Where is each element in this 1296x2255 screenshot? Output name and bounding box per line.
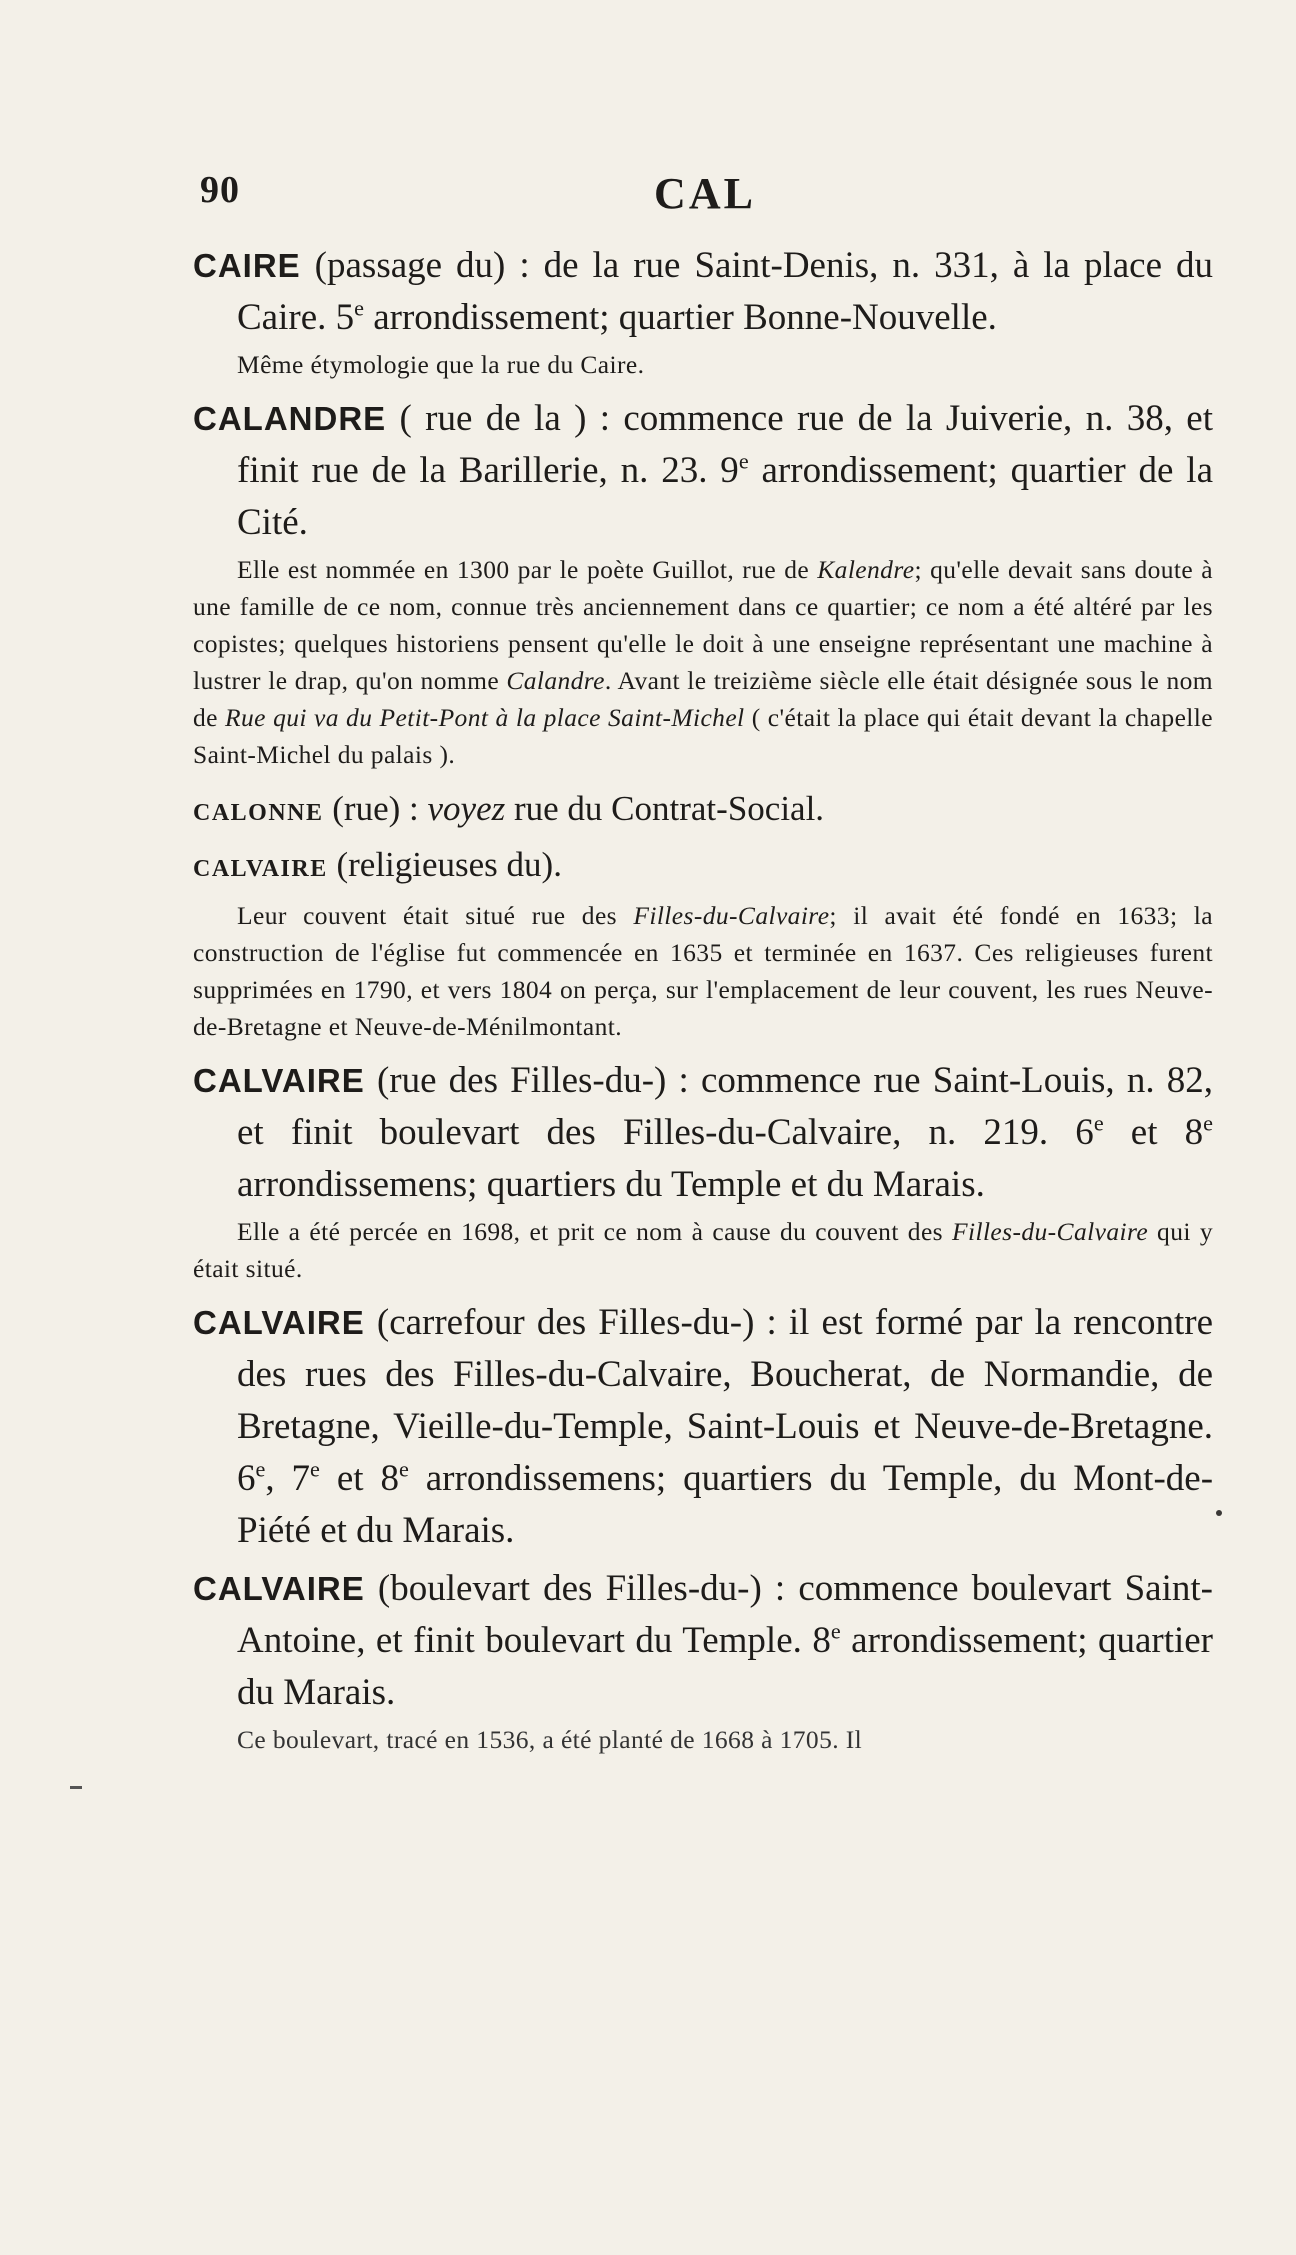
- entry-text: et 8: [1103, 1112, 1204, 1153]
- entry-headword: CALVAIRE: [193, 856, 328, 882]
- entry-sup: e: [1093, 1110, 1104, 1136]
- entry-text: (boulevart des Filles-du-) : commence boulevart Saint-Antoine, et finit boulevart du Temple. 8: [237, 1568, 1213, 1661]
- note-italic: Rue qui va du Petit-Pont à la place Saint-Michel: [225, 703, 745, 732]
- entry-text: (passage du) : de la rue Saint-Denis, n. 331, à la place du Caire. 5: [237, 245, 1213, 338]
- entry-text: arrondissement; quartier Bonne-Nouvelle.: [363, 297, 997, 338]
- entry-headword: CALONNE: [193, 800, 324, 826]
- entry-sup: e: [830, 1618, 841, 1644]
- entry-text: (religieuses du).: [327, 845, 562, 884]
- entry-sup: e: [354, 295, 364, 321]
- entry-calvaire-religieuses: [193, 839, 1213, 895]
- note-italic: Kalendre: [817, 555, 915, 584]
- entry-calonne: [193, 783, 1213, 839]
- ink-mark: [70, 1786, 82, 1789]
- entry-text: (rue des Filles-du-) : commence rue Saint-Louis, n. 82, et finit boulevart des Filles-du-Calvaire, n. 219. 6: [237, 1060, 1213, 1153]
- entry-headword: CALVAIRE: [193, 1304, 365, 1341]
- entry-calvaire-boulevart: [193, 1563, 1213, 1719]
- entry-text: arrondissement; quartier de la Cité.: [237, 450, 1213, 543]
- note-text: Elle a été percée en 1698, et prit ce nom à cause du couvent des: [237, 1217, 952, 1246]
- entry-sup: e: [1203, 1110, 1214, 1136]
- entry-headword: CALVAIRE: [193, 1570, 365, 1607]
- entry-calandre: [193, 393, 1213, 549]
- note-text: qui y était situé.: [193, 1217, 1213, 1283]
- page-header: [200, 168, 1210, 228]
- entry-text: arrondissemens; quartiers du Temple, du Mont-de-Piété et du Marais.: [237, 1458, 1214, 1551]
- entry-calvaire-rue: [193, 1055, 1213, 1211]
- entry-sup: e: [398, 1456, 409, 1482]
- entry-calvaire-carrefour: [193, 1297, 1213, 1557]
- entry-text: et 8: [319, 1458, 399, 1499]
- entry-text: arrondissement; quartier du Marais.: [237, 1620, 1214, 1713]
- entry-note: [193, 1213, 1213, 1287]
- ink-speck: [1216, 1510, 1222, 1516]
- page-body: [193, 240, 1213, 1758]
- note-text: ; qu'elle devait sans doute à une famille de ce nom, connue très anciennement dans ce quartier; ce nom a été altéré par les copistes; quelques historiens pensent qu'elle le doit à une enseigne représentant une machine à lustrer le drap, qu'on nomme: [193, 555, 1214, 695]
- entry-text: rue du Contrat-Social.: [505, 789, 825, 828]
- entry-sup: e: [738, 448, 749, 474]
- note-text: Elle est nommée en 1300 par le poète Guillot, rue de: [237, 555, 818, 584]
- entry-headword: CALVAIRE: [193, 1062, 365, 1099]
- note-text: Leur couvent était situé rue des: [237, 901, 634, 930]
- note-text: ; il avait été fondé en 1633; la construction de l'église fut commencée en 1635 et terminée en 1637. Ces religieuses furent supprimées en 1790, et vers 1804 on perça, sur l'emplacement de leur couvent, les rues Neuve-de-Bretagne et Neuve-de-Ménilmontant.: [193, 901, 1213, 1041]
- entry-note: Même étymologie que la rue du Caire.: [237, 350, 645, 379]
- entry-sup: e: [255, 1456, 266, 1482]
- entry-caire: [193, 240, 1213, 344]
- entry-note: Ce boulevart, tracé en 1536, a été planté de 1668 à 1705. Il: [237, 1725, 863, 1754]
- entry-headword: CALANDRE: [193, 400, 387, 437]
- note-italic: Filles-du-Calvaire: [633, 901, 830, 930]
- note-text: ( c'était la place qui était devant la chapelle Saint-Michel du palais ).: [193, 703, 1213, 769]
- entry-headword: CAIRE: [193, 247, 301, 284]
- entry-text: (rue) :: [323, 789, 428, 828]
- entry-italic: voyez: [427, 789, 506, 828]
- note-italic: Filles-du-Calvaire: [952, 1217, 1149, 1246]
- note-text: . Avant le treizième siècle elle était désignée sous le nom de: [193, 666, 1213, 732]
- entry-sup: e: [310, 1456, 320, 1482]
- entry-note: [193, 897, 1213, 1045]
- entry-note: [193, 551, 1213, 773]
- entry-text: arrondissemens; quartiers du Temple et du Marais.: [237, 1164, 985, 1205]
- entry-text: , 7: [265, 1458, 311, 1499]
- running-head: CAL: [654, 169, 756, 218]
- note-italic: Calandre: [506, 666, 605, 695]
- page-number: 90: [200, 169, 240, 211]
- entry-text: (carrefour des Filles-du-) : il est formé par la rencontre des rues des Filles-du-Calvaire, Boucherat, de Normandie, de Bretagne, Vieille-du-Temple, Saint-Louis et Neuve-de-Bretagne. 6: [237, 1302, 1213, 1499]
- entry-text: ( rue de la ) : commence rue de la Juiverie, n. 38, et finit rue de la Barillerie, n. 23. 9: [237, 398, 1213, 491]
